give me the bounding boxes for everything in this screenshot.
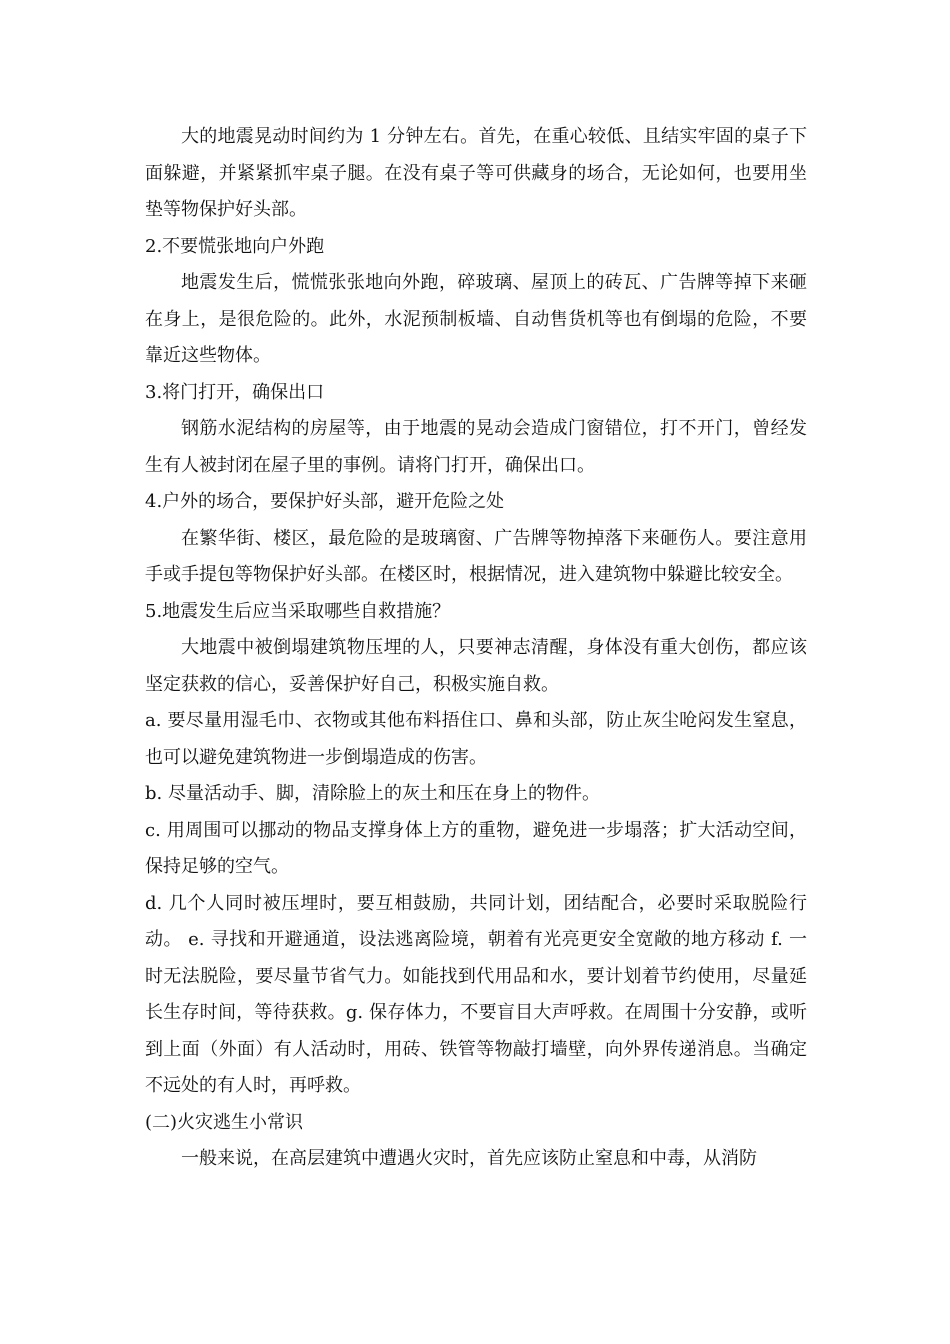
heading-dont-run-outside: 2.不要慌张地向户外跑: [145, 235, 325, 257]
paragraph-street-danger: 在繁华街、楼区，最危险的是玻璃窗、广告牌等物掉落下来砸伤人。要注意用手或手提包等物保护好头部。在楼区时，根据情况，进入建筑物中躲避比较安全。: [145, 527, 807, 585]
list-item-d-to-g: d. 几个人同时被压埋时，要互相鼓励，共同计划，团结配合，必要时采取脱险行动。 e. 寻找和开避通道，设法逃离险境，朝着有光亮更安全宽敞的地方移动 f. 一时无法脱险，要尽量节省气力。如能找到代用品和水，要计划着节约使用，尽量延长生存时间，等待获救。g. 保存体力，不要盲目大声呼救。在周围十分安静，或听到上面（外面）有人活动时，用砖、铁管等物敲打墙壁，向外界传递消息。当确定不远处的有人时，再呼救。: [145, 892, 807, 1096]
heading-outdoor-protect-head: 4.户外的场合，要保护好头部，避开危险之处: [145, 491, 505, 512]
paragraph-falling-debris: 地震发生后，慌慌张张地向外跑，碎玻璃、屋顶上的砖瓦、广告牌等掉下来砸在身上，是很危险的。此外，水泥预制板墙、自动售货机等也有倒塌的危险，不要靠近这些物体。: [145, 272, 807, 366]
heading-open-door: 3.将门打开，确保出口: [145, 381, 325, 403]
list-item-a: a. 要尽量用湿毛巾、衣物或其他布料捂住口、鼻和头部，防止灰尘呛闷发生窒息，也可以避免建筑物进一步倒塌造成的伤害。: [145, 710, 807, 768]
list-item-c: c. 用周围可以挪动的物品支撑身体上方的重物，避免进一步塌落；扩大活动空间，保持足够的空气。: [145, 819, 807, 877]
heading-self-rescue: 5.地震发生后应当采取哪些自救措施？: [145, 600, 451, 622]
document-body: [145, 119, 807, 1178]
paragraph-buried-confidence: 大地震中被倒塌建筑物压埋的人，只要神志清醒，身体没有重大创伤，都应该坚定获救的信心，妥善保护好自己，积极实施自救。: [145, 637, 807, 695]
paragraph-fire-intro: 一般来说，在高层建筑中遭遇火灾时，首先应该防止窒息和中毒，从消防: [181, 1148, 757, 1169]
heading-fire-escape: (二)火灾逃生小常识: [145, 1111, 304, 1133]
paragraph-door-jam: 钢筋水泥结构的房屋等，由于地震的晃动会造成门窗错位，打不开门，曾经发生有人被封闭在屋子里的事例。请将门打开，确保出口。: [145, 418, 807, 476]
list-item-b: b. 尽量活动手、脚，清除脸上的灰土和压在身上的物件。: [145, 783, 600, 804]
paragraph-desk-shelter: 大的地震晃动时间约为 1 分钟左右。首先，在重心较低、且结实牢固的桌子下面躲避，并紧紧抓牢桌子腿。在没有桌子等可供藏身的场合，无论如何，也要用坐垫等物保护好头部。: [145, 126, 807, 220]
